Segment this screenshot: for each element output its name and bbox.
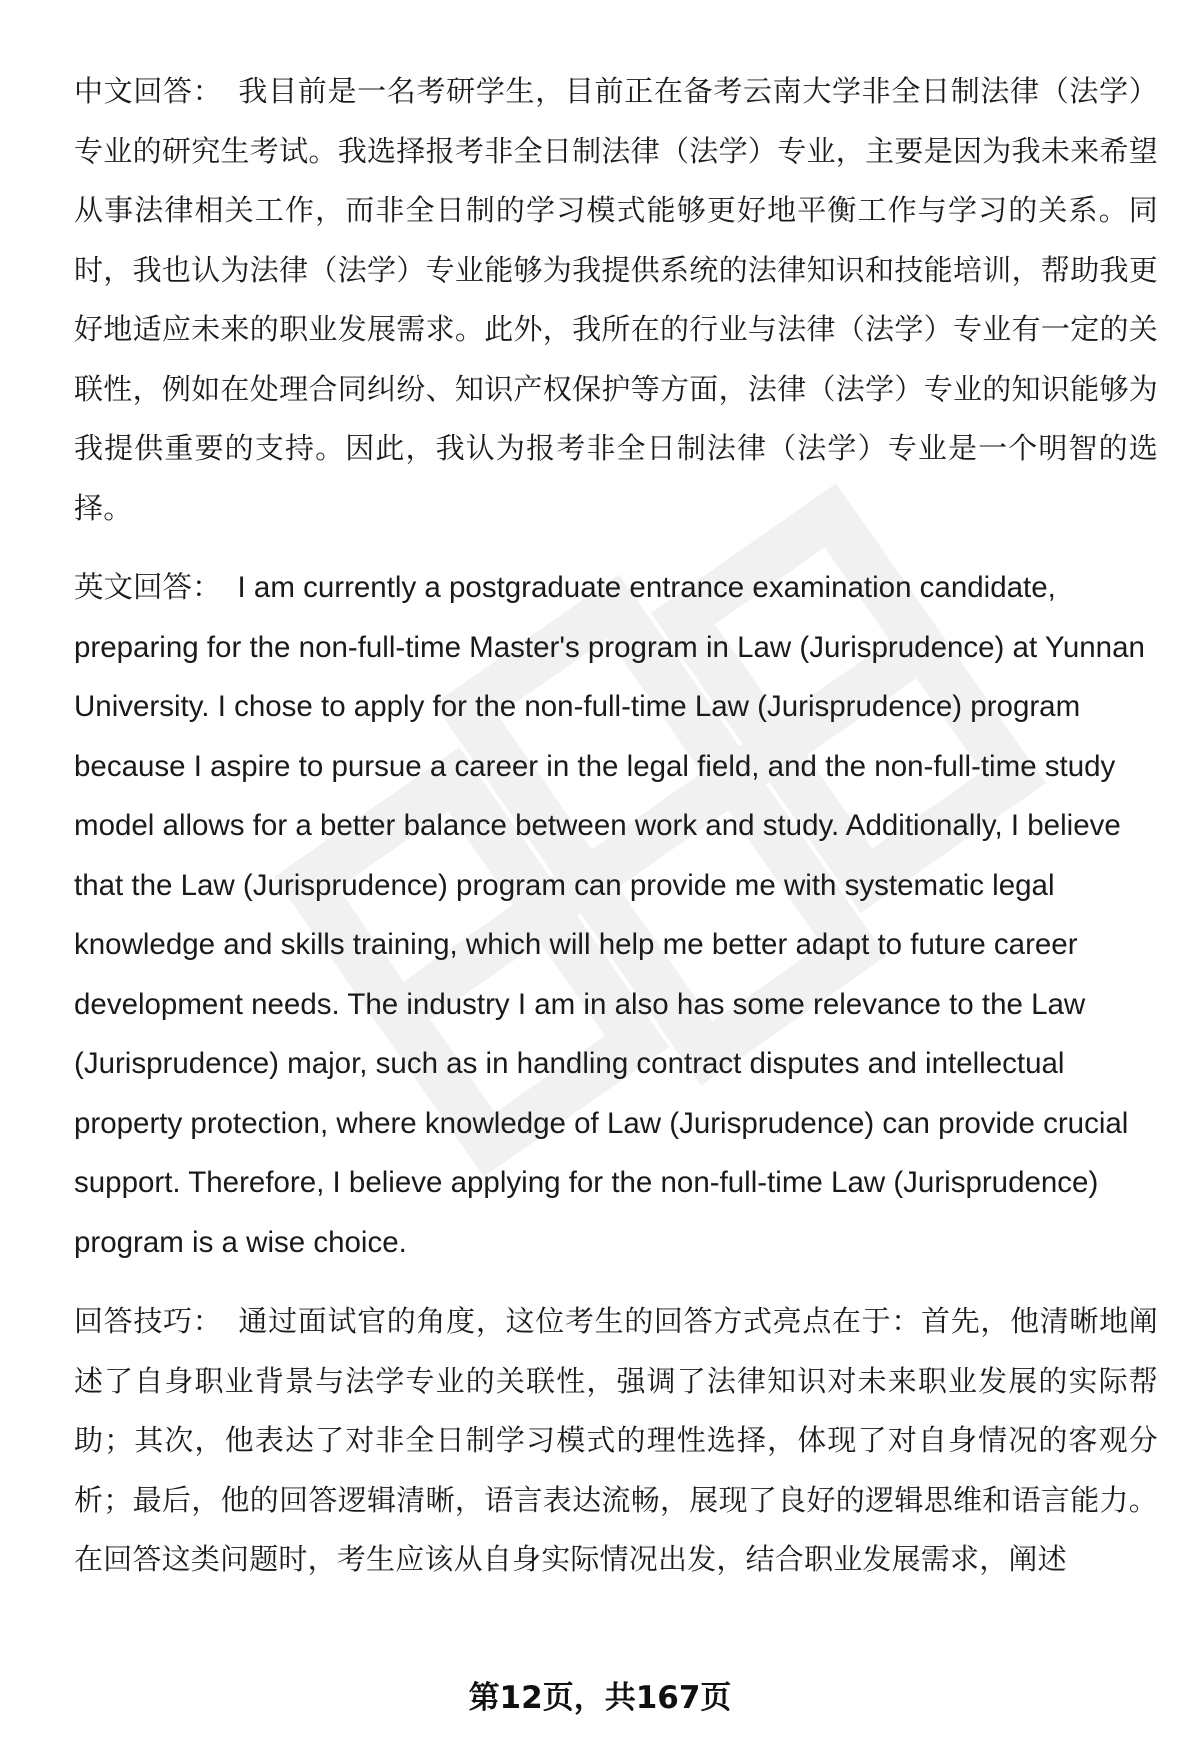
page-number-footer: 第12页，共167页 — [468, 1680, 732, 1716]
english-answer-label: 英文回答： — [74, 570, 222, 604]
chinese-answer-label: 中文回答： — [74, 74, 223, 108]
english-answer-paragraph — [74, 558, 1158, 1272]
chinese-answer-text: 我目前是一名考研学生，目前正在备考云南大学非全日制法律（法学）专业的研究生考试。我选择报考非全日制法律（法学）专业，主要是因为我未来希望从事法律相关工作，而非全日制的学习模式能够更好地平衡工作与学习的关系。同时，我也认为法律（法学）专业能够为我提供系统的法律知识和技能培训，帮助我更好地适应未来的职业发展需求。此外，我所在的行业与法律（法学）专业有一定的关联性，例如在处理合同纠纷、知识产权保护等方面，法律（法学）专业的知识能够为我提供重要的支持。因此，我认为报考非全日制法律（法学）专业是一个明智的选择。 — [74, 74, 1158, 525]
document-body — [74, 62, 1158, 1590]
english-answer-text: I am currently a postgraduate entrance examination candidate, preparing for the non-full-time Master's program in Law (Jurisprudence) at Yunnan University. I chose to apply for the non-full-time Law (Jurisprudence) program because I aspire to pursue a career in the legal field, and the non-full-time study model allows for a better balance between work and study. Additionally, I believe that the Law (Jurisprudence) program can provide me with systematic legal knowledge and skills training, which will help me better adapt to future career development needs. The industry I am in also has some relevance to the Law (Jurisprudence) major, such as in handling contract disputes and intellectual property protection, where knowledge of Law (Jurisprudence) can provide crucial support. Therefore, I believe applying for the non-full-time Law (Jurisprudence) program is a wise choice. — [74, 571, 1145, 1259]
chinese-answer-paragraph — [74, 62, 1158, 538]
answer-tips-text: 通过面试官的角度，这位考生的回答方式亮点在于：首先，他清晰地阐述了自身职业背景与法学专业的关联性，强调了法律知识对未来职业发展的实际帮助；其次，他表达了对非全日制学习模式的理性选择，体现了对自身情况的客观分析；最后，他的回答逻辑清晰，语言表达流畅，展现了良好的逻辑思维和语言能力。在回答这类问题时，考生应该从自身实际情况出发，结合职业发展需求，阐述 — [74, 1304, 1158, 1576]
answer-tips-label: 回答技巧： — [74, 1304, 223, 1338]
answer-tips-paragraph — [74, 1292, 1158, 1590]
